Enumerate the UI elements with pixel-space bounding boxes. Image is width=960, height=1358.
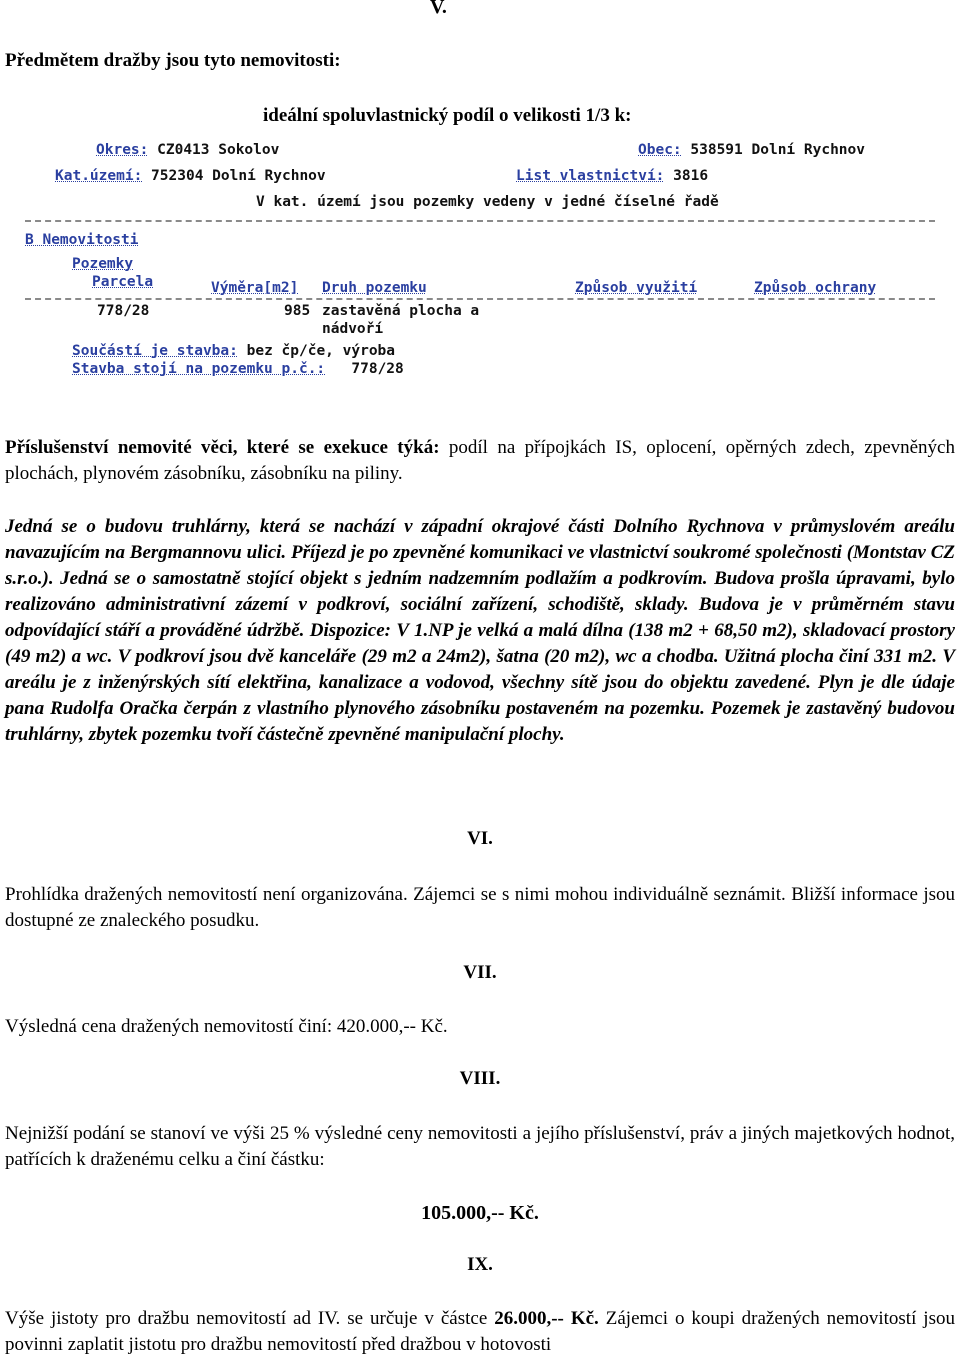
stoji-label: Stavba stojí na pozemku p.č.:	[72, 361, 326, 377]
prislusenstvi-paragraph	[5, 435, 955, 487]
section-vii-heading: VII.	[463, 962, 497, 983]
section-viii-heading: VIII.	[459, 1068, 501, 1089]
okres-label: Okres:	[96, 142, 149, 158]
section-v-heading: V.	[430, 0, 447, 18]
obec-value: 538591 Dolní Rychnov	[690, 142, 865, 158]
section-vii-text: Výsledná cena dražených nemovitostí činí: 420.000,-- Kč.	[5, 1016, 448, 1037]
col-druh: Druh pozemku	[322, 280, 427, 296]
section-ix-paragraph	[5, 1306, 955, 1358]
row-vymera: 985	[284, 303, 311, 319]
soucasti-value: bez čp/če, výroba	[246, 343, 396, 359]
section-b-label: B Nemovitosti	[25, 232, 139, 248]
separator-line	[25, 298, 935, 300]
prislusenstvi-text: podíl na přípojkách IS, oplocení, opěrných zdech, zpevněných plochách, plynovém zásobníku, zásobníku na piliny.	[5, 437, 955, 484]
section-ix-heading: IX.	[467, 1254, 493, 1275]
prislusenstvi-label: Příslušenství nemovité věci, které se exekuce týká:	[5, 437, 440, 458]
description-p1: Jedná se o budovu truhlárny, která se nachází v západní okrajové části Dolního Rychnova v průmyslovém areálu navazujícím na Bergmannovu ulici.	[5, 516, 955, 563]
section-v-intro: Předmětem dražby jsou tyto nemovitosti:	[5, 50, 341, 71]
row-druh-2: nádvoří	[322, 321, 384, 337]
lv-value: 3816	[673, 168, 709, 184]
description-p2: Příjezd je po zpevněné komunikaci ve vlastnictví soukromé společnosti (Montstav CZ s.r.o.). Jedná se o samostatně stojící objekt s jedním nadzemním podlažím a podkrovím. Budova prošla úpravami, bylo realizováno administrativní zázemí v podkroví, sociální zařízení, schodiště, sklady. Budova je v průměrném stavu odpovídající stáří a prováděné údržbě. Dispozice: V 1.NP je velká a malá dílna (138 m2 + 68,50 m2), skladovací prostory (49 m2) a wc. V podkroví jsou dvě kanceláře (29 m2 a 24m2), šatna (20 m2), wc a chodba. Užitná plocha činí 331 m2. V areálu je z inženýrských sítí elektřina, kanalizace a vodovod, všechny sítě jsou do objektu zavedené. Plyn je dle údaje pana Rudolfa Oračka čerpán z vlastního plynového zásobníku postaveném na pozemku. Pozemek je zastavěný budovou truhlárny, zbytek pozemku tvoří částečně zpevněné manipulační plochy.	[5, 542, 956, 745]
section-viii-amount: 105.000,-- Kč.	[421, 1202, 539, 1224]
pozemky-label: Pozemky	[72, 256, 134, 272]
section-viii-text: Nejnižší podání se stanoví ve výši 25 % výsledné ceny nemovitosti a jejího příslušenství, práv a jiných majetkových hodnot, patřících k draženému celku a činí částku:	[5, 1123, 955, 1170]
section-ix-text-a: Výše jistoty pro dražbu nemovitostí ad IV. se určuje v částce	[5, 1308, 495, 1329]
okres-value: CZ0413 Sokolov	[157, 142, 280, 158]
col-vyuziti: Způsob využití	[575, 280, 698, 296]
row-druh-1: zastavěná plocha a	[322, 303, 480, 319]
separator-line	[25, 220, 935, 222]
katuzemi-label: Kat.území:	[55, 168, 143, 184]
share-description: ideální spoluvlastnický podíl o velikosti 1/3 k:	[263, 105, 632, 126]
lv-label: List vlastnictví:	[516, 168, 665, 184]
col-ochrany: Způsob ochrany	[754, 280, 877, 296]
section-vi-heading: VI.	[467, 828, 493, 849]
stoji-value: 778/28	[351, 361, 404, 377]
cadastre-excerpt	[0, 138, 960, 388]
section-ix-text-b: Zájemci o koupi dražených nemovitostí jsou povinni zaplatit jistotu pro dražbu nemovitostí před dražbou v hotovosti	[5, 1308, 955, 1355]
section-vi-text: Prohlídka dražených nemovitostí není organizována. Zájemci se s nimi mohou individuálně seznámit. Bližší informace jsou dostupné ze znaleckého posudku.	[5, 884, 955, 931]
col-parcela: Parcela	[92, 274, 154, 290]
cadastre-note: V kat. území jsou pozemky vedeny v jedné číselné řadě	[256, 194, 719, 210]
description-paragraph	[5, 514, 955, 748]
soucasti-label: Součástí je stavba:	[72, 343, 238, 359]
section-ix-amount: 26.000,-- Kč.	[494, 1308, 599, 1329]
row-parcela: 778/28	[97, 303, 150, 319]
katuzemi-value: 752304 Dolní Rychnov	[151, 168, 326, 184]
obec-label: Obec:	[638, 142, 682, 158]
col-vymera: Výměra[m2]	[211, 280, 299, 296]
